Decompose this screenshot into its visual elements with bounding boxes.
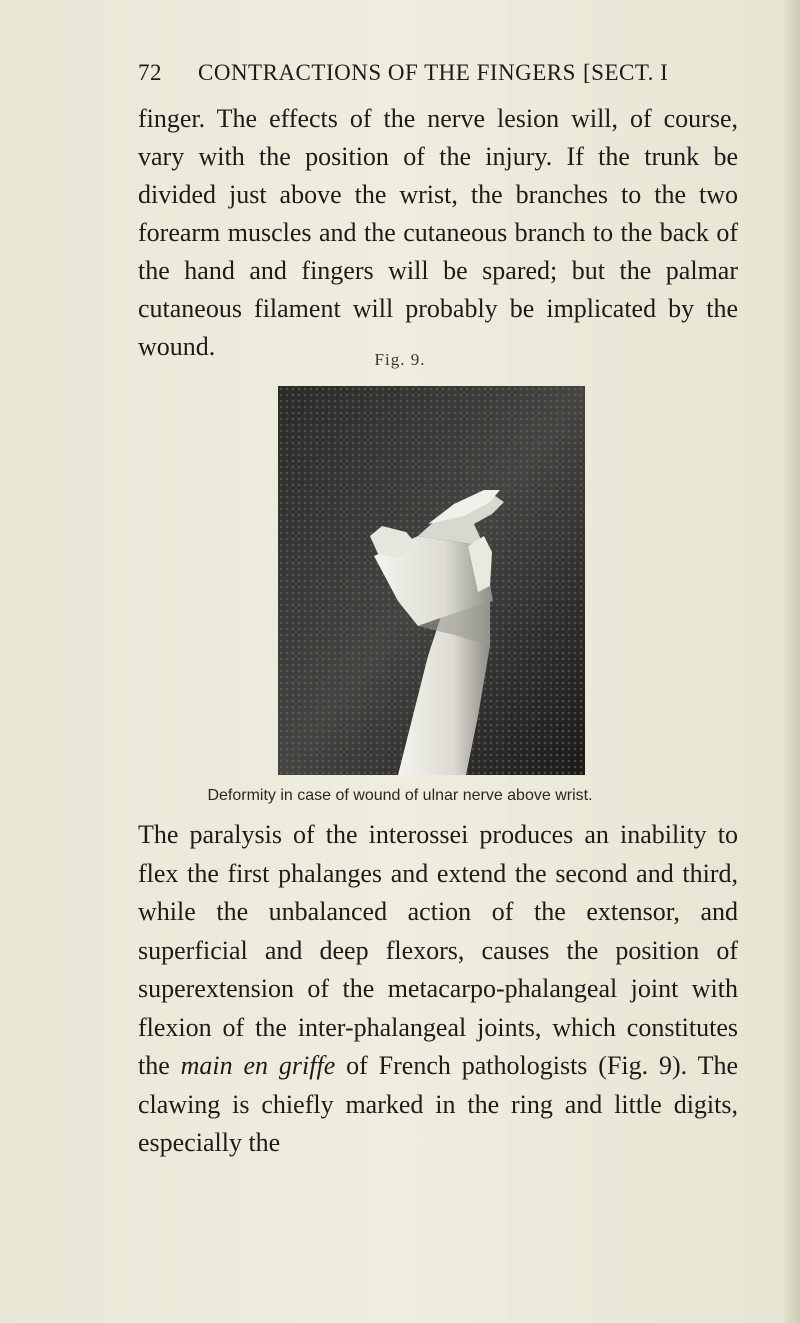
italic-term: main en griffe — [180, 1051, 336, 1080]
paragraph-2-text — [138, 816, 738, 1163]
paragraph-2 — [138, 816, 738, 1163]
hand-claw-photo — [278, 386, 585, 775]
chapter-title: CONTRACTIONS OF THE FINGERS — [198, 60, 576, 85]
paragraph-1 — [138, 100, 738, 366]
paragraph-1-text: finger. The effects of the nerve lesion will, of course, vary with the position of the injury. If the trunk be divided just above the wrist, the branches to the two forearm muscles and the cutaneous branch to the back of the hand and fingers will be spared; but the palmar cutaneous filament will probably be implicated by the wound. — [138, 104, 738, 361]
section-marker: [SECT. I — [583, 60, 669, 85]
page-edge-shadow — [782, 0, 800, 1323]
running-head — [138, 60, 738, 90]
page-number: 72 — [138, 60, 162, 85]
paragraph-2-tail: of French pathologists (Fig. 9). The clawing is chiefly marked in the ring and little digits, especially the — [138, 1051, 738, 1157]
figure-caption: Deformity in case of wound of ulnar nerve above wrist. — [207, 787, 593, 804]
figure-photograph — [278, 386, 585, 775]
figure-label: Fig. 9. — [374, 350, 426, 369]
paragraph-2-lead: The paralysis of the interossei produces an inability to flex the first phalanges and extend the second and third, while the unbalanced action of the extensor, and superficial and deep flexors, causes the position of superextension of the metacarpo-phalangeal joint with flexion of the inter-phalangeal joints, which constitutes the — [138, 820, 738, 1080]
